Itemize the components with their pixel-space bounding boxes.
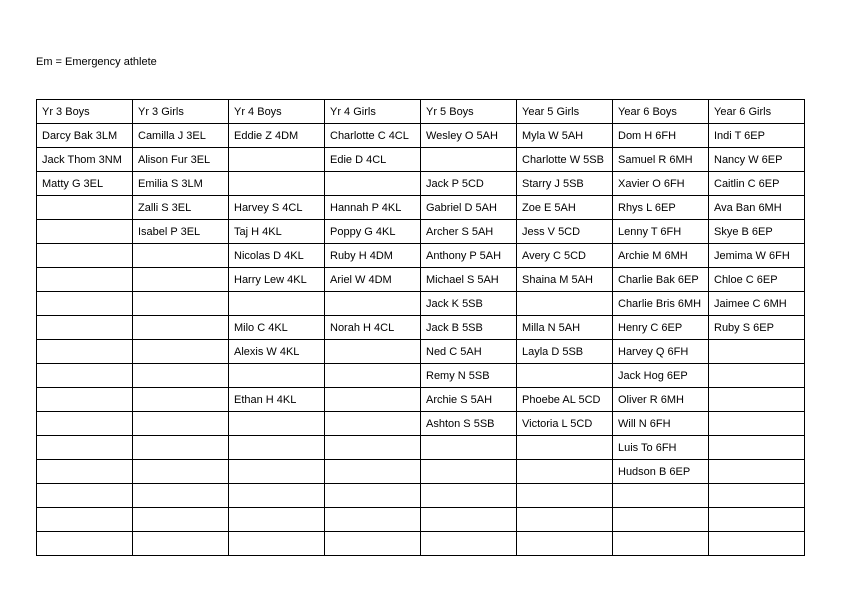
table-cell [709,412,805,436]
table-cell [133,436,229,460]
table-row [37,436,805,460]
table-cell [133,340,229,364]
table-row [37,196,805,220]
table-cell [325,364,421,388]
table-cell [517,484,613,508]
table-cell [325,532,421,556]
table-cell [37,412,133,436]
table-row [37,484,805,508]
table-cell: Dom H 6FH [613,124,709,148]
table-cell: Jess V 5CD [517,220,613,244]
table-cell: Indi T 6EP [709,124,805,148]
table-row [37,508,805,532]
table-cell [325,436,421,460]
table-row [37,244,805,268]
table-cell: Victoria L 5CD [517,412,613,436]
table-row [37,364,805,388]
table-cell [37,196,133,220]
table-cell [709,508,805,532]
table-cell: Jack Thom 3NM [37,148,133,172]
table-cell: Charlie Bris 6MH [613,292,709,316]
table-cell: Wesley O 5AH [421,124,517,148]
table-cell [229,508,325,532]
table-cell [37,388,133,412]
legend-note: Em = Emergency athlete [36,56,157,68]
table-cell [325,484,421,508]
column-header: Year 5 Girls [517,100,613,124]
table-cell [133,292,229,316]
table-cell: Zoe E 5AH [517,196,613,220]
table-cell: Jack Hog 6EP [613,364,709,388]
table-cell: Nicolas D 4KL [229,244,325,268]
column-header: Year 6 Girls [709,100,805,124]
column-header: Yr 4 Boys [229,100,325,124]
table-cell [37,244,133,268]
table-cell [37,364,133,388]
table-cell [421,460,517,484]
table-cell [229,532,325,556]
table-cell [133,460,229,484]
table-cell: Myla W 5AH [517,124,613,148]
table-cell [229,484,325,508]
table-cell [325,508,421,532]
table-cell: Harry Lew 4KL [229,268,325,292]
table-cell [325,340,421,364]
table-cell [325,412,421,436]
table-cell [325,172,421,196]
table-cell [517,460,613,484]
table-cell: Shaina M 5AH [517,268,613,292]
table-cell [133,268,229,292]
table-cell: Charlotte C 4CL [325,124,421,148]
table-cell [133,316,229,340]
table-cell [133,532,229,556]
table-cell: Jemima W 6FH [709,244,805,268]
table-cell: Hannah P 4KL [325,196,421,220]
table-cell: Ava Ban 6MH [709,196,805,220]
table-row [37,340,805,364]
column-header: Yr 3 Boys [37,100,133,124]
team-roster-table [36,99,805,556]
column-header: Year 6 Boys [613,100,709,124]
table-cell: Archie M 6MH [613,244,709,268]
table-cell: Milo C 4KL [229,316,325,340]
table-cell [517,436,613,460]
table-row [37,316,805,340]
table-cell [133,484,229,508]
table-cell [37,292,133,316]
table-cell [229,436,325,460]
table-cell: Matty G 3EL [37,172,133,196]
table-cell [229,364,325,388]
table-cell: Poppy G 4KL [325,220,421,244]
table-cell: Edie D 4CL [325,148,421,172]
table-row [37,292,805,316]
table-cell: Milla N 5AH [517,316,613,340]
table-cell [613,484,709,508]
table-cell: Zalli S 3EL [133,196,229,220]
table-cell [133,244,229,268]
column-header: Yr 4 Girls [325,100,421,124]
table-cell [37,460,133,484]
table-cell: Samuel R 6MH [613,148,709,172]
table-cell: Jack K 5SB [421,292,517,316]
header-row [37,100,805,124]
table-cell [613,508,709,532]
table-cell [517,364,613,388]
table-cell: Oliver R 6MH [613,388,709,412]
table-row [37,124,805,148]
table-cell [229,148,325,172]
table-row [37,412,805,436]
table-cell: Layla D 5SB [517,340,613,364]
table-cell [709,364,805,388]
table-cell [325,388,421,412]
table-cell: Isabel P 3EL [133,220,229,244]
table-cell: Ruby H 4DM [325,244,421,268]
table-cell: Nancy W 6EP [709,148,805,172]
table-cell: Harvey S 4CL [229,196,325,220]
table-cell: Starry J 5SB [517,172,613,196]
table-cell: Avery C 5CD [517,244,613,268]
table-cell: Skye B 6EP [709,220,805,244]
table-cell [133,508,229,532]
table-cell: Harvey Q 6FH [613,340,709,364]
table-row [37,172,805,196]
table-cell [229,460,325,484]
table-cell: Darcy Bak 3LM [37,124,133,148]
table-cell: Jack B 5SB [421,316,517,340]
table-cell [133,364,229,388]
table-cell [421,508,517,532]
table-cell [37,316,133,340]
table-cell: Remy N 5SB [421,364,517,388]
table-cell: Ariel W 4DM [325,268,421,292]
table-cell: Alexis W 4KL [229,340,325,364]
table-row [37,532,805,556]
table-cell: Hudson B 6EP [613,460,709,484]
table-row [37,460,805,484]
table-row [37,388,805,412]
table-cell: Camilla J 3EL [133,124,229,148]
table-cell [517,508,613,532]
table-row [37,148,805,172]
table-cell: Jaimee C 6MH [709,292,805,316]
table-cell [37,484,133,508]
table-cell: Ashton S 5SB [421,412,517,436]
table-cell: Michael S 5AH [421,268,517,292]
table-cell [37,340,133,364]
table-cell [37,268,133,292]
table-cell [709,484,805,508]
table-cell [37,532,133,556]
table-cell [37,436,133,460]
table-cell [133,388,229,412]
table-cell: Will N 6FH [613,412,709,436]
table-cell: Charlotte W 5SB [517,148,613,172]
table-cell: Emilia S 3LM [133,172,229,196]
table-cell: Henry C 6EP [613,316,709,340]
table-cell: Caitlin C 6EP [709,172,805,196]
table-cell: Gabriel D 5AH [421,196,517,220]
table-cell: Phoebe AL 5CD [517,388,613,412]
table-cell [517,292,613,316]
table-cell: Archer S 5AH [421,220,517,244]
table-cell: Alison Fur 3EL [133,148,229,172]
column-header: Yr 5 Boys [421,100,517,124]
table-cell [229,412,325,436]
table-cell [325,460,421,484]
table-cell: Xavier O 6FH [613,172,709,196]
table-cell [325,292,421,316]
table-cell [709,388,805,412]
table-cell: Jack P 5CD [421,172,517,196]
table-cell [421,532,517,556]
table-cell [709,532,805,556]
table-cell: Anthony P 5AH [421,244,517,268]
table-cell [133,412,229,436]
table-cell: Ruby S 6EP [709,316,805,340]
table-cell [709,436,805,460]
table-cell [229,292,325,316]
table-cell [37,508,133,532]
table-body [37,124,805,556]
table-cell [517,532,613,556]
table-cell: Archie S 5AH [421,388,517,412]
table-cell: Eddie Z 4DM [229,124,325,148]
table-cell [709,340,805,364]
table-row [37,268,805,292]
table-cell [229,172,325,196]
table-cell [709,460,805,484]
table-cell: Chloe C 6EP [709,268,805,292]
table-cell: Norah H 4CL [325,316,421,340]
table-cell: Luis To 6FH [613,436,709,460]
column-header: Yr 3 Girls [133,100,229,124]
table-cell: Taj H 4KL [229,220,325,244]
table-cell: Charlie Bak 6EP [613,268,709,292]
table-cell: Ethan H 4KL [229,388,325,412]
table-cell [421,484,517,508]
table-cell: Rhys L 6EP [613,196,709,220]
table-cell [613,532,709,556]
table-cell [421,148,517,172]
table-cell [37,220,133,244]
table-cell [421,436,517,460]
table-row [37,220,805,244]
table-cell: Ned C 5AH [421,340,517,364]
table-cell: Lenny T 6FH [613,220,709,244]
